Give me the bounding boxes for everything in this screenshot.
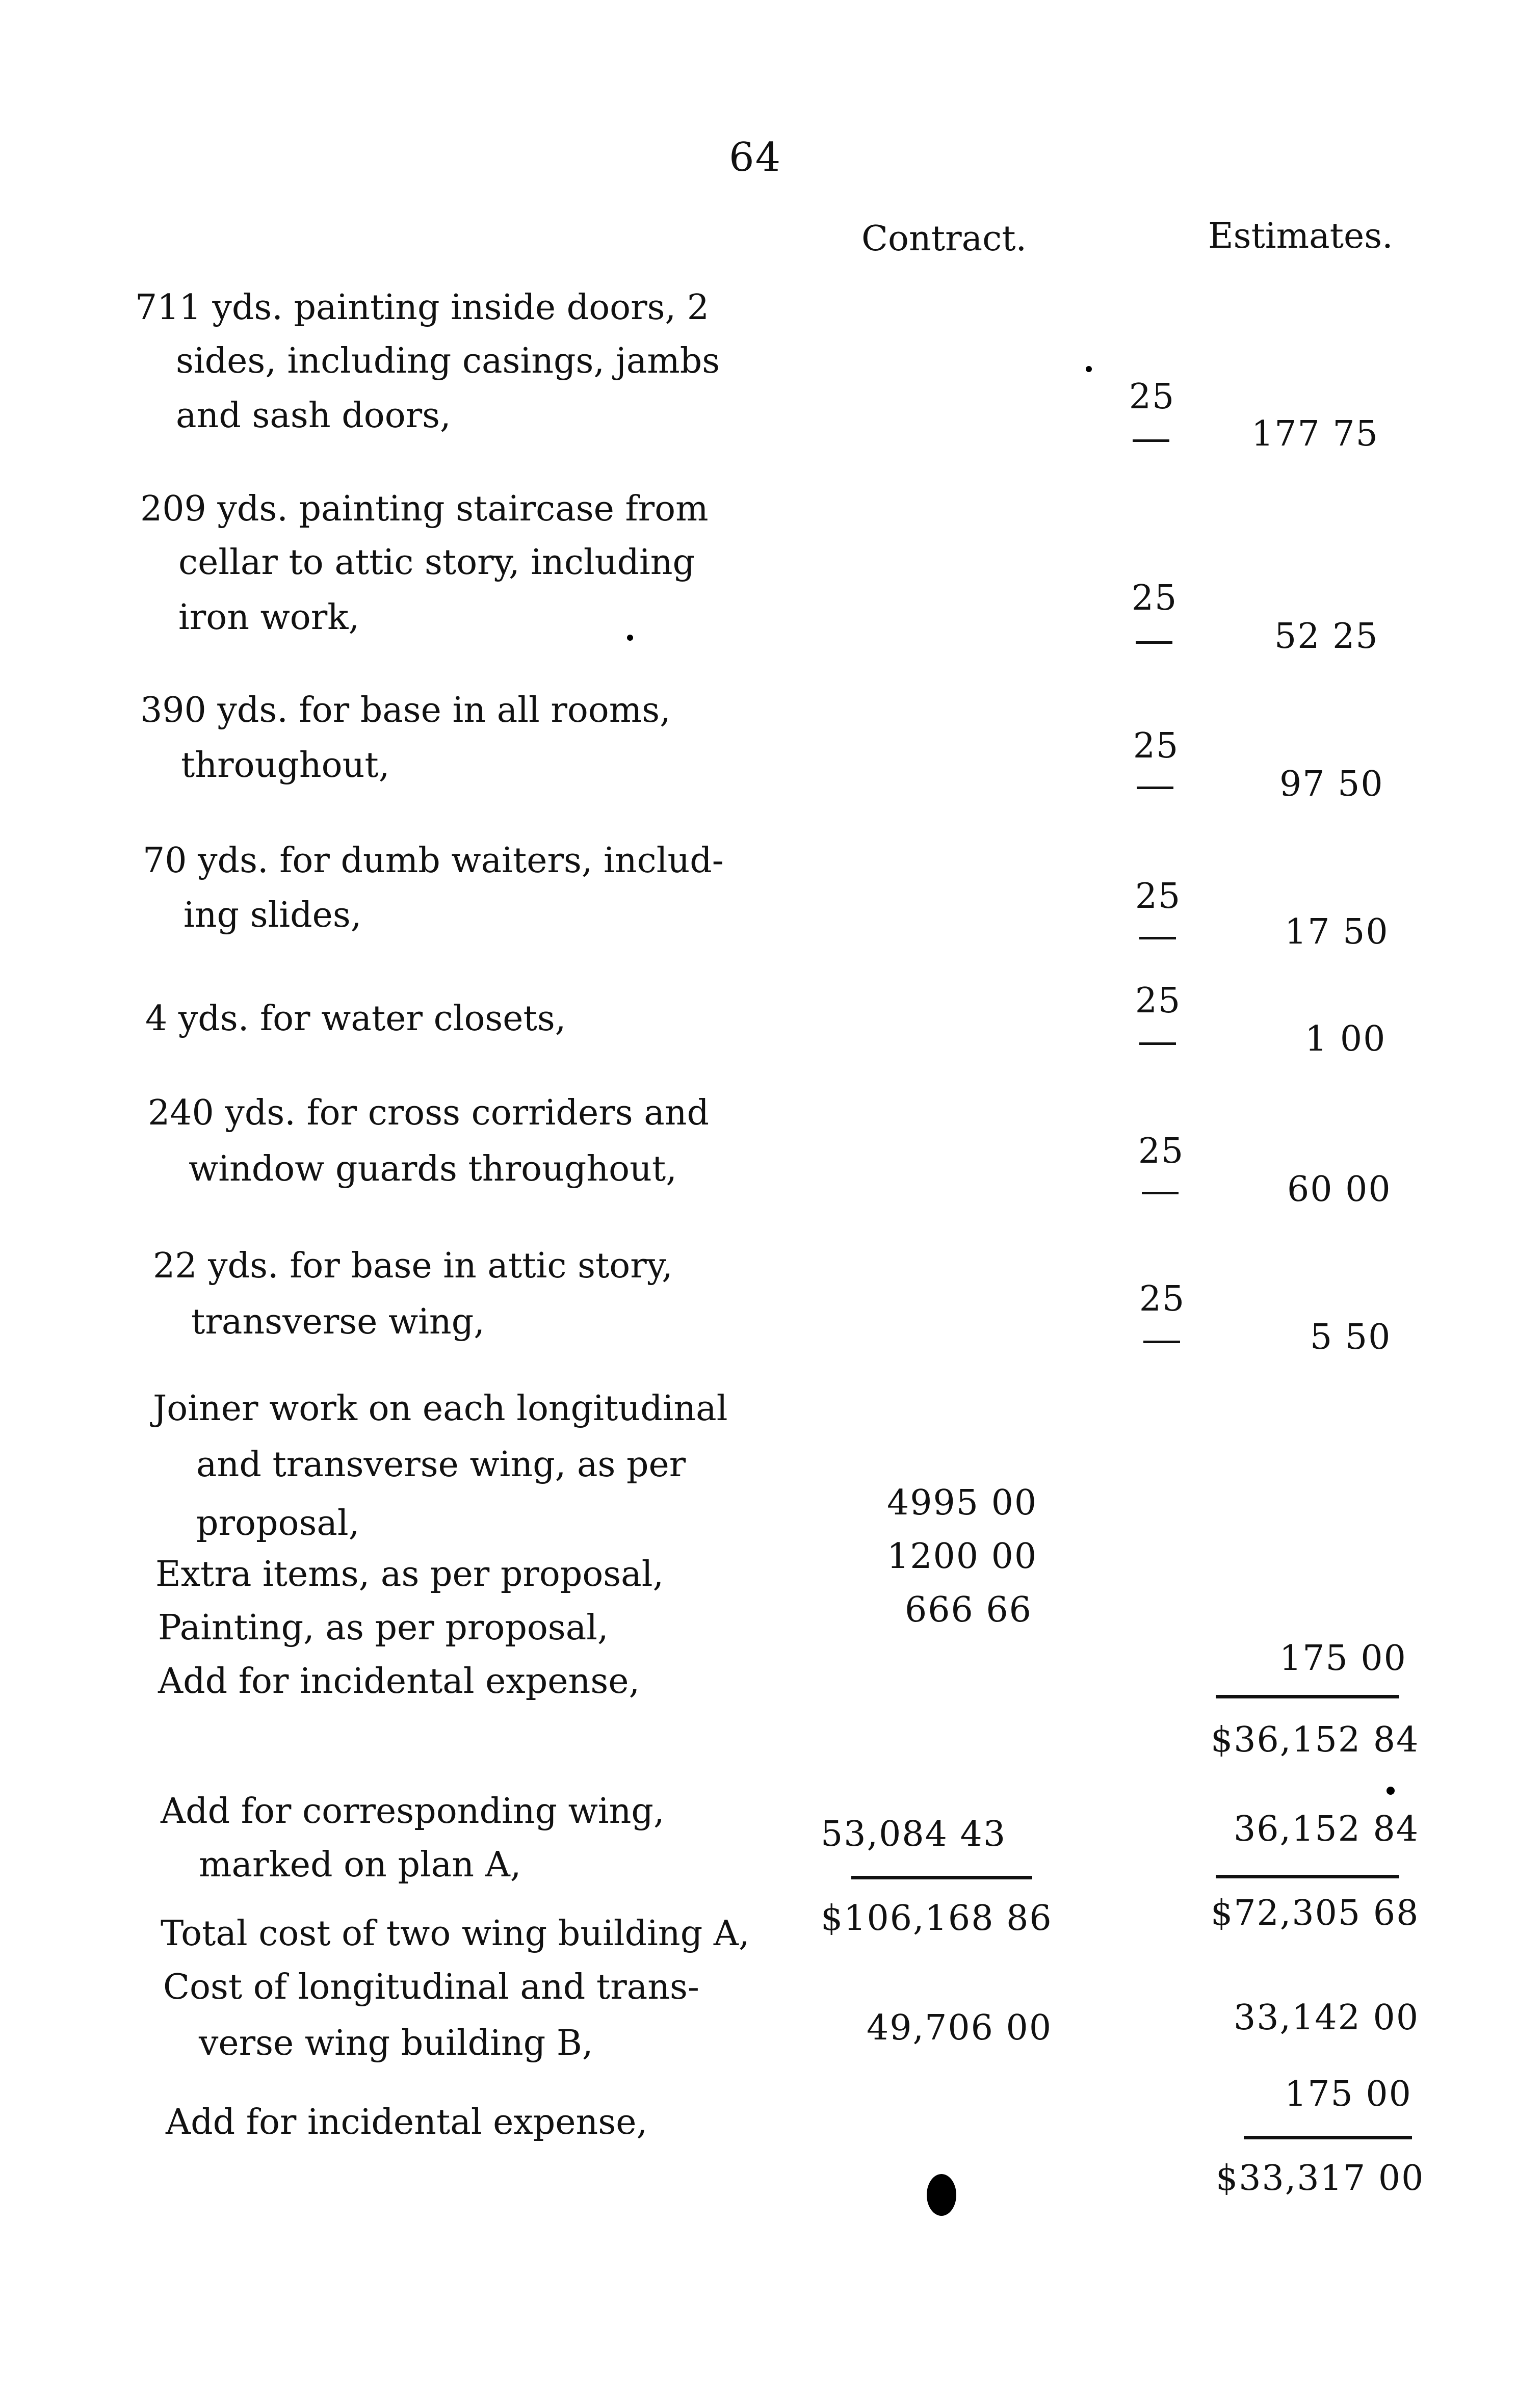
item-text-line: 209 yds. painting staircase from: [140, 489, 709, 529]
item-text-line: transverse wing,: [191, 1302, 485, 1342]
item-text-line: 390 yds. for base in all rooms,: [140, 690, 671, 730]
item-text-line: Cost of longitudinal and trans-: [163, 1967, 699, 2007]
item-text-line: ing slides,: [184, 895, 362, 935]
incidental-expense-label: Add for incidental expense,: [158, 1661, 640, 1702]
item-text-line: 4 yds. for water closets,: [145, 999, 566, 1039]
total-building-a-contract: $106,168 86: [821, 1898, 1053, 1939]
item-text-line: throughout,: [181, 745, 390, 786]
ink-speck: [1387, 1787, 1395, 1795]
item-estimate: 17 50: [1285, 912, 1389, 952]
item-text-line: 22 yds. for base in attic story,: [153, 1246, 673, 1286]
ink-speck: [1086, 366, 1092, 372]
item-text-line: 70 yds. for dumb waiters, includ-: [143, 841, 724, 881]
corresponding-contract: 53,084 43: [821, 1814, 1007, 1854]
painting-contract: 666 66: [905, 1590, 1032, 1630]
item-text-line: and sash doors,: [176, 396, 451, 436]
item-rate: 25: [1133, 726, 1180, 766]
rate-dash: [1139, 1042, 1176, 1045]
ink-speck: [627, 635, 633, 641]
item-rate: 25: [1139, 1279, 1186, 1319]
rate-dash: [1136, 641, 1172, 644]
rate-dash: [1143, 1341, 1180, 1343]
item-text-line: 711 yds. painting inside doors, 2: [135, 287, 709, 328]
rate-dash: [1133, 439, 1169, 442]
item-text-line: iron work,: [178, 597, 360, 638]
item-rate: 25: [1135, 876, 1182, 917]
incidental-expense-label: Add for incidental expense,: [166, 2102, 648, 2142]
item-text-line: and transverse wing, as per: [196, 1445, 686, 1485]
item-text-line: sides, including casings, jambs: [176, 341, 720, 381]
item-text-line: marked on plan A,: [199, 1845, 521, 1885]
item-text-line: verse wing building B,: [199, 2023, 593, 2063]
item-estimate: 60 00: [1287, 1169, 1392, 1210]
item-text-line: proposal,: [196, 1503, 360, 1543]
item-rate: 25: [1135, 981, 1182, 1021]
item-estimate: 177 75: [1251, 414, 1379, 454]
incidental-expense-estimate: 175 00: [1279, 1638, 1407, 1679]
item-estimate: 52 25: [1274, 616, 1379, 657]
item-estimate: 97 50: [1279, 764, 1384, 804]
item-estimate: 1 00: [1305, 1019, 1387, 1059]
item-rate: 25: [1131, 578, 1178, 618]
item-text-line: 240 yds. for cross corriders and: [148, 1093, 710, 1133]
incidental-expense-estimate: 175 00: [1285, 2074, 1412, 2114]
contract-header: Contract.: [861, 219, 1027, 259]
joiner-contract-amount: 4995 00: [887, 1483, 1038, 1523]
building-b-total-estimate: $33,317 00: [1216, 2158, 1425, 2198]
estimate-total-rule: [1216, 1875, 1399, 1878]
total-building-a-label: Total cost of two wing building A,: [161, 1914, 750, 1954]
subtotal-rule: [1216, 1695, 1399, 1698]
rate-dash: [1142, 1192, 1179, 1194]
painting-label: Painting, as per proposal,: [158, 1608, 609, 1648]
item-text-line: Joiner work on each longitudinal: [153, 1389, 728, 1429]
item-rate: 25: [1129, 377, 1175, 417]
ink-blot: [927, 2174, 956, 2216]
extra-items-label: Extra items, as per proposal,: [155, 1554, 664, 1594]
building-b-estimate: 33,142 00: [1234, 1998, 1420, 2038]
item-rate: 25: [1138, 1131, 1185, 1171]
corresponding-estimate: 36,152 84: [1234, 1809, 1420, 1849]
total-building-a-estimate: $72,305 68: [1211, 1893, 1420, 1933]
final-total-rule: [1244, 2136, 1412, 2139]
estimates-header: Estimates.: [1208, 216, 1393, 256]
contract-total-rule: [851, 1876, 1032, 1879]
item-text-line: cellar to attic story, including: [178, 542, 695, 583]
rate-dash: [1137, 787, 1173, 789]
item-text-line: window guards throughout,: [189, 1149, 677, 1189]
subtotal-estimate: $36,152 84: [1211, 1720, 1420, 1760]
extra-items-contract: 1200 00: [887, 1536, 1038, 1577]
building-b-contract: 49,706 00: [867, 2008, 1053, 2048]
page-number: 64: [729, 135, 782, 180]
rate-dash: [1139, 937, 1176, 939]
item-estimate: 5 50: [1310, 1317, 1392, 1357]
item-text-line: Add for corresponding wing,: [161, 1791, 665, 1831]
